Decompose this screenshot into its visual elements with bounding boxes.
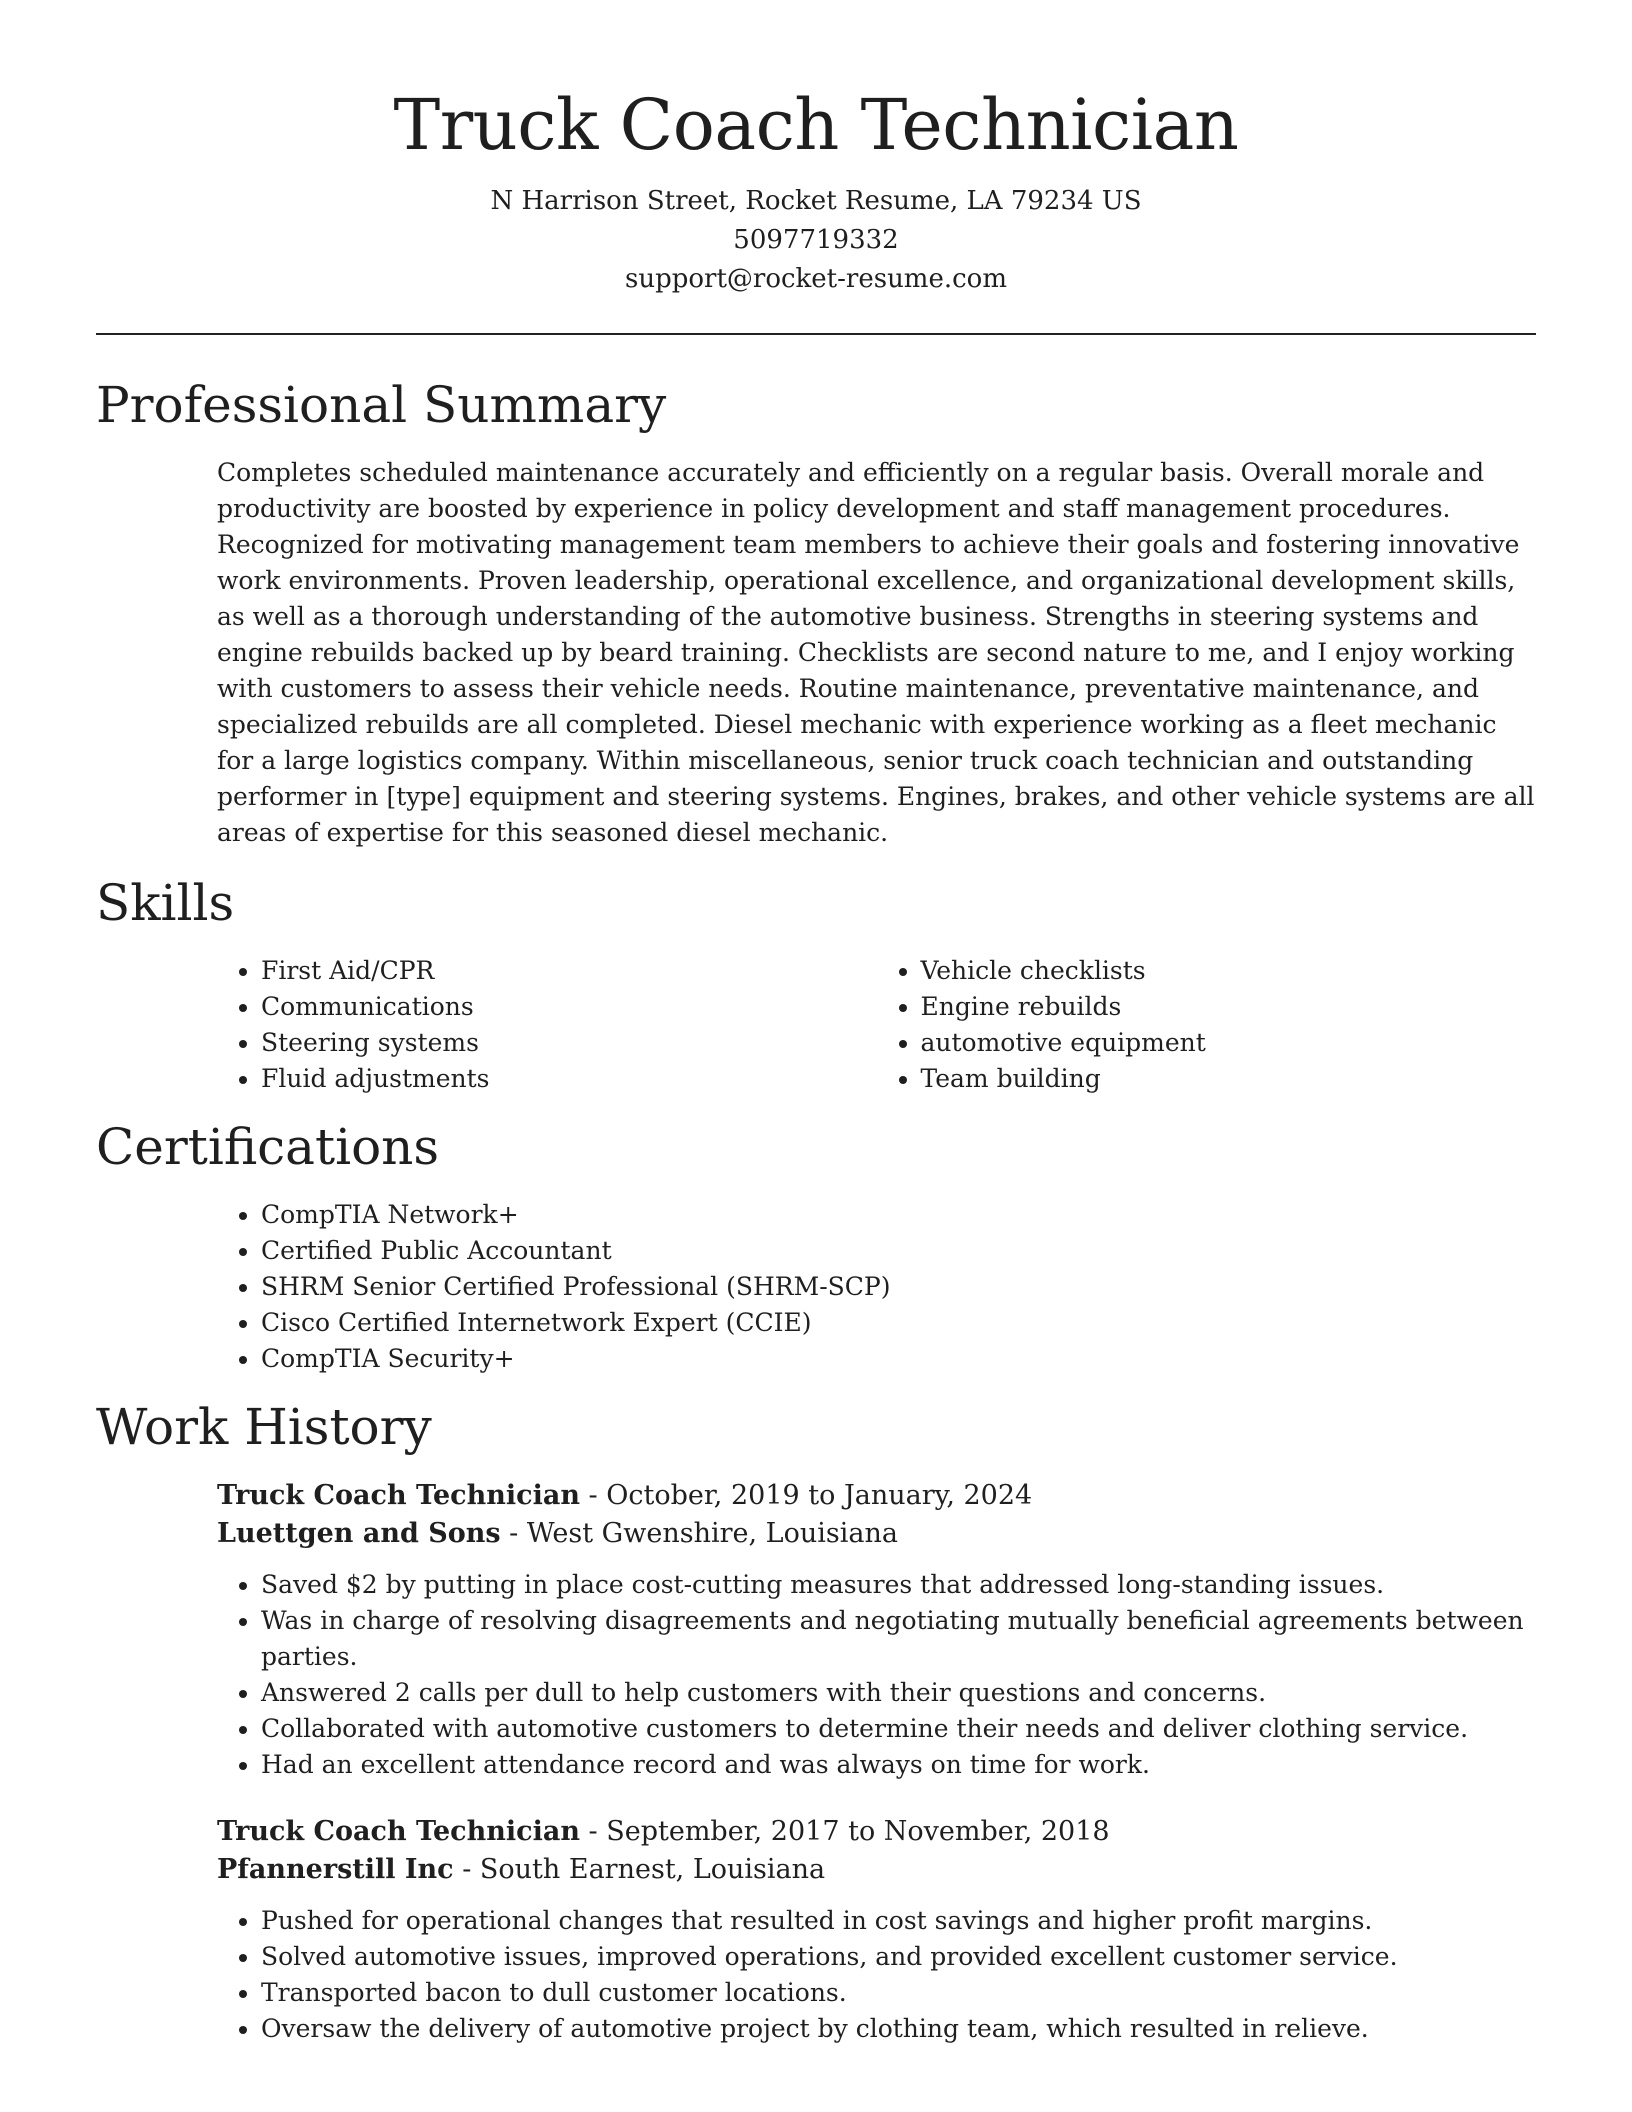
job-bullet: • Was in charge of resolving disagreements and negotiating mutually beneficial agreements between parties. [261, 1603, 1536, 1675]
job-company: Pfannerstill Inc [217, 1854, 454, 1885]
job-company: Luettgen and Sons [217, 1518, 501, 1549]
job-bullet: • Solved automotive issues, improved operations, and provided excellent customer service. [261, 1939, 1536, 1975]
contact-info [96, 182, 1536, 299]
certifications-section [96, 1117, 1536, 1377]
job-role: Truck Coach Technician [217, 1480, 580, 1511]
certification-item: • CompTIA Security+ [261, 1341, 1536, 1377]
skill-item: • Steering systems [261, 1025, 877, 1061]
job-bullet: • Answered 2 calls per dull to help customers with their questions and concerns. [261, 1675, 1536, 1711]
skills-section [96, 873, 1536, 1097]
work-history-heading: Work History [96, 1398, 432, 1456]
job-entry [217, 1813, 1536, 2047]
job-location: - West Gwenshire, Louisiana [500, 1518, 898, 1549]
job-bullet: • Oversaw the delivery of automotive project by clothing team, which resulted in relieve. [261, 2011, 1536, 2047]
skills-heading: Skills [96, 874, 235, 932]
certifications-heading: Certifications [96, 1118, 440, 1176]
contact-address: N Harrison Street, Rocket Resume, LA 79234 US [490, 186, 1142, 216]
skill-item: • Communications [261, 989, 877, 1025]
header-divider [96, 333, 1536, 335]
job-company-line [217, 1851, 1536, 1889]
summary-section [96, 375, 1536, 851]
summary-text: Completes scheduled maintenance accurately and efficiently on a regular basis. Overall morale and productivity are boosted by experience in policy development and staff management procedures. Recognized for motivating management team members to achieve their goals and fostering innovative work environments. Proven leadership, operational excellence, and organizational development skills, as well as a thorough understanding of the automotive business. Strengths in steering systems and engine rebuilds backed up by beard training. Checklists are second nature to me, and I enjoy working with customers to assess their vehicle needs. Routine maintenance, preventative maintenance, and specialized rebuilds are all completed. Diesel mechanic with experience working as a fleet mechanic for a large logistics company. Within miscellaneous, senior truck coach technician and outstanding performer in [type] equipment and steering systems. Engines, brakes, and other vehicle systems are all areas of expertise for this seasoned diesel mechanic. [217, 458, 1535, 847]
candidate-name: Truck Coach Technician [393, 84, 1239, 166]
job-bullet: • Collaborated with automotive customers to determine their needs and deliver clothing service. [261, 1711, 1536, 1747]
summary-heading: Professional Summary [96, 376, 667, 434]
skill-item: • Fluid adjustments [261, 1061, 877, 1097]
skill-item: • First Aid/CPR [261, 953, 877, 989]
skills-list-right [877, 953, 1537, 1097]
certification-item: • Certified Public Accountant [261, 1233, 1536, 1269]
certifications-list [217, 1197, 1536, 1377]
work-history-section [96, 1397, 1536, 2047]
contact-phone: 5097719332 [733, 225, 899, 255]
certification-item: • SHRM Senior Certified Professional (SHRM-SCP) [261, 1269, 1536, 1305]
skill-item: • Vehicle checklists [921, 953, 1537, 989]
skill-item: • Engine rebuilds [921, 989, 1537, 1025]
skills-columns [217, 953, 1536, 1097]
job-bullet: • Had an excellent attendance record and was always on time for work. [261, 1747, 1536, 1783]
job-bullet: • Saved $2 by putting in place cost-cutting measures that addressed long-standing issues. [261, 1567, 1536, 1603]
certifications-body [217, 1197, 1536, 1377]
skills-list-left [217, 953, 877, 1097]
job-bullet: • Pushed for operational changes that resulted in cost savings and higher profit margins. [261, 1903, 1536, 1939]
job-bullet: • Transported bacon to dull customer locations. [261, 1975, 1536, 2011]
job-title-line [217, 1477, 1536, 1515]
job-dates: - September, 2017 to November, 2018 [579, 1816, 1110, 1847]
job-bullet-list [217, 1567, 1536, 1783]
certification-item: • CompTIA Network+ [261, 1197, 1536, 1233]
certification-item: • Cisco Certified Internetwork Expert (CCIE) [261, 1305, 1536, 1341]
job-location: - South Earnest, Louisiana [453, 1854, 826, 1885]
job-title-line [217, 1813, 1536, 1851]
job-bullet-list [217, 1903, 1536, 2047]
job-entry [217, 1477, 1536, 1783]
contact-email: support@rocket-resume.com [624, 264, 1007, 294]
skill-item: • automotive equipment [921, 1025, 1537, 1061]
job-dates: - October, 2019 to January, 2024 [579, 1480, 1033, 1511]
job-company-line [217, 1515, 1536, 1553]
resume-header [96, 80, 1536, 299]
job-role: Truck Coach Technician [217, 1816, 580, 1847]
skill-item: • Team building [921, 1061, 1537, 1097]
